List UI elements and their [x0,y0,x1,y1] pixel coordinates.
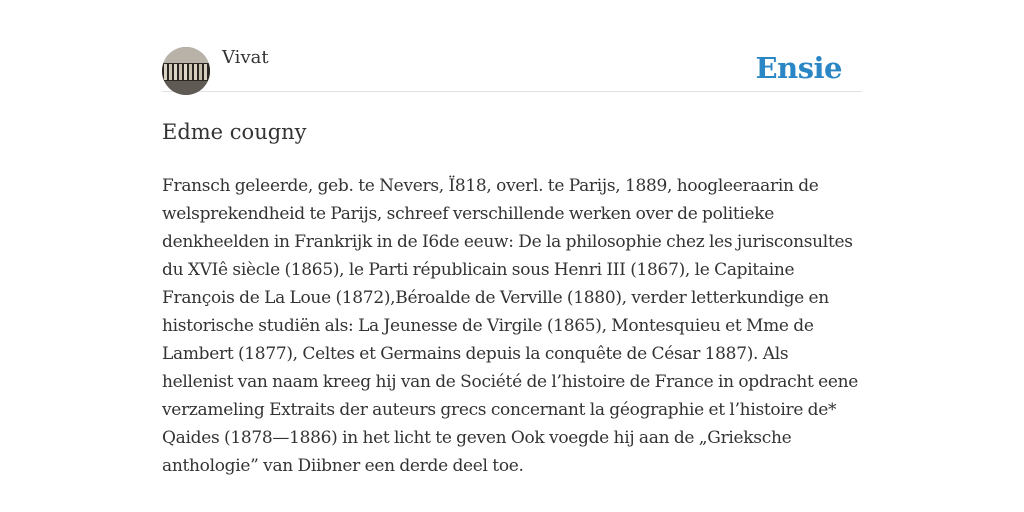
books-icon [162,47,210,95]
entry-body: Fransch geleerde, geb. te Nevers, Ï818, overl. te Parijs, 1889, hoogleeraarin de welsprekendheid te Parijs, schreef verschillende werken over de politieke denkheelden in Frankrijk in de I6de eeuw: De la philosophie chez les jurisconsultes du XVIê siècle (1865), le Parti républicain sous Henri III (1867), le Capitaine François de La Loue (1872),Béroalde de Verville (1880), verder letterkundige en historische studiën als: La Jeunesse de Virgile (1865), Montesquieu et Mme de Lambert (1877), Celtes et Germains depuis la conquête de César 1887). Als hellenist van naam kreeg hij van de Société de l’histoire de France in opdracht eene verzameling Extraits der auteurs grecs concernant la géographie et l’histoire de* Qaides (1878—1886) in het licht te geven Ook voegde hij aan de „Grieksche anthologie” van Diibner een derde deel toe. [162,176,859,476]
entry-card [162,45,862,480]
brand-logo[interactable]: Ensie [755,51,842,85]
author-name[interactable]: Vivat [222,47,269,68]
author-avatar[interactable] [162,47,210,95]
card-header [162,45,862,92]
entry-title: Edme cougny [162,120,307,144]
